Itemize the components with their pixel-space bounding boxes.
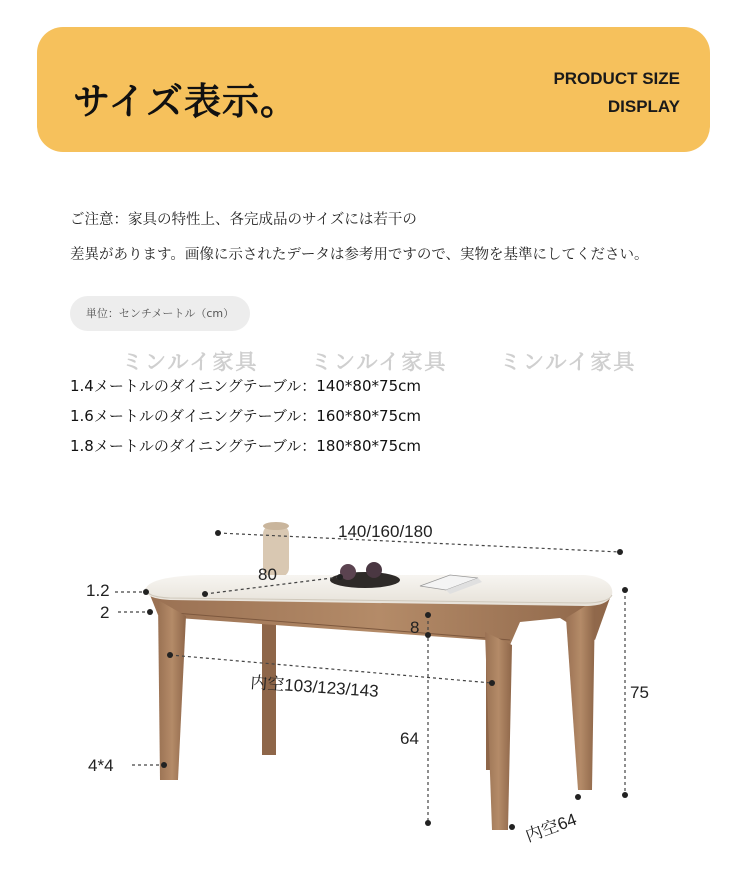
dim-inner-depth: 内空64 — [522, 809, 580, 846]
size-spec-140: 1.4メートルのダイニングテーブル：140*80*75cm — [70, 377, 421, 395]
front-right-leg — [485, 632, 512, 830]
dim-apron-height: 8 — [410, 618, 420, 637]
watermark-2: ミンルイ家具 — [311, 350, 448, 374]
dim-top-thickness: 1.2 — [86, 581, 110, 600]
side-right-leg — [566, 600, 595, 790]
unit-badge: 単位：センチメートル（cm） — [70, 296, 250, 331]
size-spec-160: 1.6メートルのダイニングテーブル：160*80*75cm — [70, 407, 421, 425]
notice-line2: 差異があります。画像に示されたデータは参考用ですので、実物を基準にしてください。 — [70, 247, 649, 263]
banner-subtitle-line2: DISPLAY — [607, 97, 680, 116]
dim-apron-offset: 2 — [100, 603, 110, 622]
banner-subtitle-line1: PRODUCT SIZE — [553, 69, 680, 88]
dim-length: 140/160/180 — [338, 522, 433, 541]
dim-depth: 80 — [258, 565, 277, 584]
dim-leg-size: 4*4 — [88, 756, 114, 775]
dim-leg-clearance: 64 — [400, 729, 419, 748]
dim-inner-length: 内空103/123/143 — [249, 673, 380, 701]
watermark-1: ミンルイ家具 — [122, 350, 259, 374]
size-spec-180: 1.8メートルのダイニングテーブル：180*80*75cm — [70, 437, 421, 455]
watermark-3: ミンルイ家具 — [500, 350, 637, 374]
page-title: サイズ表示。 — [73, 80, 299, 123]
front-left-leg — [158, 600, 186, 780]
dim-total-height: 75 — [630, 683, 649, 702]
notice-line1: ご注意：家具の特性上、各完成品のサイズには若干の — [70, 212, 417, 228]
